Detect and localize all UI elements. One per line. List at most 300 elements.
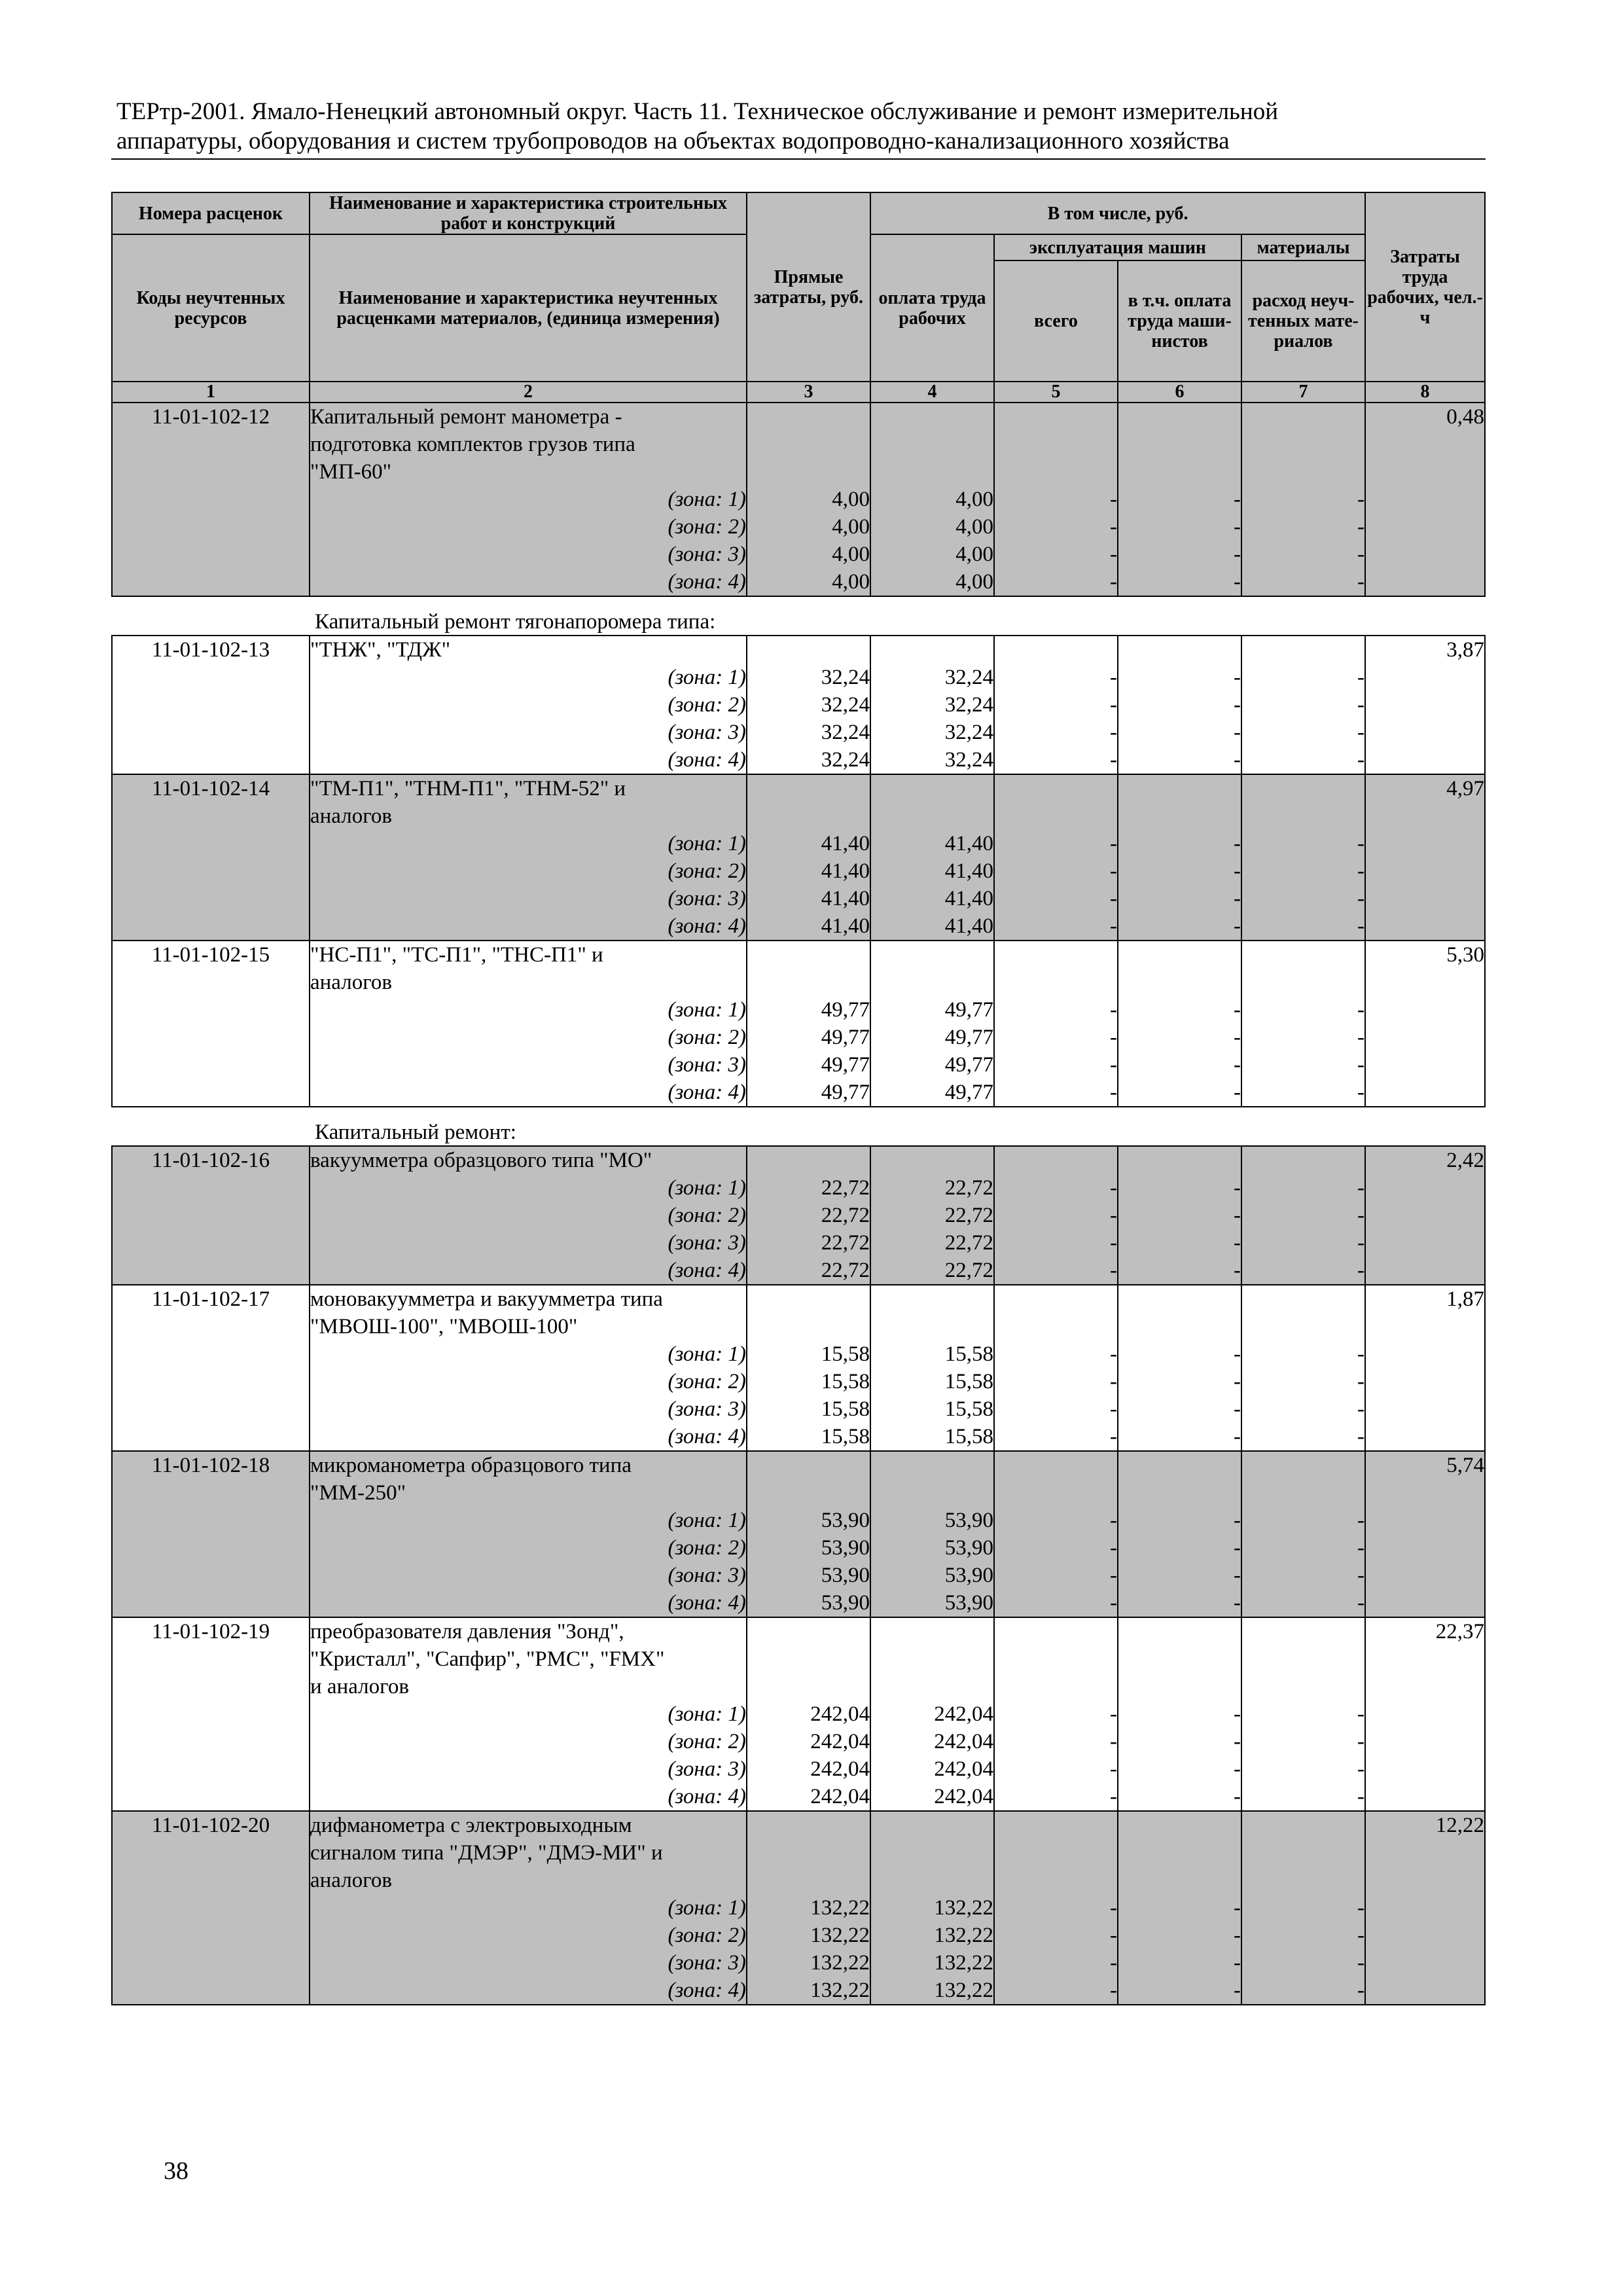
material-usage: - [1241, 1922, 1365, 1949]
rate-code: 11-01-102-18 [112, 1451, 310, 1479]
worker-pay: 132,22 [870, 1977, 994, 2005]
empty-cell [994, 969, 1118, 996]
rate-name-line: "ММ-250" [310, 1479, 747, 1507]
empty-cell [112, 568, 310, 596]
empty-cell [994, 774, 1118, 802]
worker-pay: 22,72 [870, 1229, 994, 1257]
empty-cell [1118, 1146, 1241, 1174]
rate-name-line: аналогов [310, 969, 747, 996]
direct-cost: 132,22 [747, 1922, 870, 1949]
material-usage: - [1241, 1894, 1365, 1922]
table-row [112, 1673, 1485, 1700]
rate-name-line: аналогов [310, 802, 747, 830]
rate-name-line: "Кристалл", "Сапфир", "РМС", "FMX" [310, 1645, 747, 1673]
section-title-row [112, 596, 1485, 636]
zone-label: (зона: 2) [310, 1368, 747, 1395]
direct-cost: 15,58 [747, 1423, 870, 1451]
rate-code: 11-01-102-19 [112, 1617, 310, 1645]
empty-cell [112, 664, 310, 691]
machines-total: - [994, 568, 1118, 596]
empty-cell [112, 1202, 310, 1229]
material-usage: - [1241, 1534, 1365, 1562]
empty-cell [870, 1617, 994, 1645]
empty-cell [112, 1368, 310, 1395]
machinist-pay: - [1118, 1395, 1241, 1423]
machines-total: - [994, 830, 1118, 857]
machines-total: - [994, 486, 1118, 513]
empty-cell [112, 1783, 310, 1811]
empty-cell [1365, 1257, 1485, 1285]
empty-cell [112, 1340, 310, 1368]
empty-cell [994, 403, 1118, 431]
empty-cell [1241, 1146, 1365, 1174]
table-row [112, 1867, 1485, 1894]
empty-cell [870, 1811, 994, 1839]
empty-cell [1241, 1673, 1365, 1700]
material-usage: - [1241, 1423, 1365, 1451]
header-rate-numbers: Номера расценок [112, 192, 310, 234]
empty-cell [112, 1755, 310, 1783]
direct-cost: 15,58 [747, 1340, 870, 1368]
empty-cell [1365, 1368, 1485, 1395]
zone-label: (зона: 4) [310, 1257, 747, 1285]
material-usage: - [1241, 1340, 1365, 1368]
empty-cell [994, 1617, 1118, 1645]
empty-cell [112, 719, 310, 746]
table-row [112, 1146, 1485, 1174]
empty-cell [994, 1451, 1118, 1479]
empty-cell [1241, 969, 1365, 996]
worker-pay: 41,40 [870, 830, 994, 857]
empty-cell [1118, 1867, 1241, 1894]
empty-cell [112, 513, 310, 541]
empty-cell [1241, 1839, 1365, 1867]
machinist-pay: - [1118, 541, 1241, 568]
empty-cell [1365, 1340, 1485, 1368]
machines-total: - [994, 1783, 1118, 1811]
zone-label: (зона: 1) [310, 1700, 747, 1728]
column-number: 8 [1365, 382, 1485, 403]
empty-cell [1118, 1617, 1241, 1645]
worker-pay: 32,24 [870, 691, 994, 719]
zone-label: (зона: 1) [310, 1340, 747, 1368]
direct-cost: 15,58 [747, 1395, 870, 1423]
table-body [112, 403, 1485, 2005]
empty-cell [1241, 636, 1365, 664]
empty-cell [994, 1839, 1118, 1867]
empty-cell [1241, 1867, 1365, 1894]
empty-cell [1118, 1479, 1241, 1507]
machinist-pay: - [1118, 513, 1241, 541]
column-number: 7 [1241, 382, 1365, 403]
empty-cell [112, 1894, 310, 1922]
zone-label: (зона: 4) [310, 912, 747, 941]
rate-code: 11-01-102-15 [112, 941, 310, 969]
rate-name-line: "ТМ-П1", "ТНМ-П1", "ТНМ-52" и [310, 774, 747, 802]
table-row [112, 1700, 1485, 1728]
empty-cell [112, 541, 310, 568]
empty-cell [1365, 1562, 1485, 1589]
empty-cell [1241, 1479, 1365, 1507]
header-machinist-pay: в т.ч. оплата труда маши- нистов [1118, 260, 1241, 382]
material-usage: - [1241, 885, 1365, 912]
empty-cell [870, 1867, 994, 1894]
labor-cost: 1,87 [1365, 1285, 1485, 1313]
direct-cost: 22,72 [747, 1202, 870, 1229]
empty-cell [112, 486, 310, 513]
rate-name-line: моновакуумметра и вакуумметра типа [310, 1285, 747, 1313]
table-row [112, 830, 1485, 857]
machines-total: - [994, 1395, 1118, 1423]
zone-label: (зона: 3) [310, 541, 747, 568]
empty-cell [994, 1811, 1118, 1839]
empty-cell [1365, 1507, 1485, 1534]
material-usage: - [1241, 541, 1365, 568]
empty-cell [112, 1079, 310, 1107]
empty-cell [1365, 1313, 1485, 1340]
empty-cell [112, 1645, 310, 1673]
material-usage: - [1241, 1051, 1365, 1079]
empty-cell [1118, 458, 1241, 486]
worker-pay: 53,90 [870, 1507, 994, 1534]
machinist-pay: - [1118, 719, 1241, 746]
header-labor-costs: Затраты труда рабочих, чел.-ч [1365, 192, 1485, 382]
table-row [112, 1839, 1485, 1867]
labor-cost: 5,30 [1365, 941, 1485, 969]
machinist-pay: - [1118, 1949, 1241, 1977]
table-row [112, 1589, 1485, 1617]
direct-cost: 53,90 [747, 1589, 870, 1617]
rate-name-line: "МП-60" [310, 458, 747, 486]
empty-cell [870, 403, 994, 431]
empty-cell [1118, 403, 1241, 431]
worker-pay: 49,77 [870, 1024, 994, 1051]
material-usage: - [1241, 1949, 1365, 1977]
worker-pay: 32,24 [870, 664, 994, 691]
rate-code: 11-01-102-16 [112, 1146, 310, 1174]
header-machines-total: всего [994, 260, 1118, 382]
material-usage: - [1241, 486, 1365, 513]
zone-label: (зона: 1) [310, 1507, 747, 1534]
direct-cost: 4,00 [747, 541, 870, 568]
direct-cost: 242,04 [747, 1700, 870, 1728]
worker-pay: 242,04 [870, 1700, 994, 1728]
table-row [112, 1257, 1485, 1285]
machines-total: - [994, 1257, 1118, 1285]
empty-cell [747, 969, 870, 996]
machines-total: - [994, 1562, 1118, 1589]
zone-label: (зона: 4) [310, 1423, 747, 1451]
empty-cell [994, 1146, 1118, 1174]
empty-cell [747, 431, 870, 458]
machinist-pay: - [1118, 885, 1241, 912]
rates-table [111, 192, 1486, 2005]
empty-cell [1365, 1755, 1485, 1783]
material-usage: - [1241, 746, 1365, 774]
table-row [112, 691, 1485, 719]
zone-label: (зона: 2) [310, 1202, 747, 1229]
table-row [112, 1811, 1485, 1839]
direct-cost: 242,04 [747, 1755, 870, 1783]
empty-cell [994, 1673, 1118, 1700]
machinist-pay: - [1118, 568, 1241, 596]
machines-total: - [994, 1755, 1118, 1783]
document-header [116, 97, 1484, 156]
table-row [112, 1894, 1485, 1922]
table-row [112, 458, 1485, 486]
empty-cell [870, 969, 994, 996]
empty-cell [1365, 513, 1485, 541]
empty-cell [112, 1174, 310, 1202]
table-row [112, 912, 1485, 941]
machinist-pay: - [1118, 1257, 1241, 1285]
worker-pay: 4,00 [870, 513, 994, 541]
table-row [112, 1783, 1485, 1811]
empty-cell [1241, 1451, 1365, 1479]
machines-total: - [994, 1728, 1118, 1755]
direct-cost: 53,90 [747, 1534, 870, 1562]
empty-cell [747, 802, 870, 830]
worker-pay: 4,00 [870, 568, 994, 596]
machines-total: - [994, 885, 1118, 912]
zone-label: (зона: 4) [310, 1079, 747, 1107]
header-materials: материалы [1241, 234, 1365, 260]
material-usage: - [1241, 1562, 1365, 1589]
table-row [112, 774, 1485, 802]
zone-label: (зона: 3) [310, 1229, 747, 1257]
table-row [112, 1977, 1485, 2005]
direct-cost: 22,72 [747, 1229, 870, 1257]
rate-name-line: аналогов [310, 1867, 747, 1894]
rate-code: 11-01-102-17 [112, 1285, 310, 1313]
zone-label: (зона: 2) [310, 857, 747, 885]
empty-cell [994, 941, 1118, 969]
machines-total: - [994, 1507, 1118, 1534]
machinist-pay: - [1118, 830, 1241, 857]
empty-cell [1365, 969, 1485, 996]
empty-cell [1365, 1395, 1485, 1423]
empty-cell [994, 1867, 1118, 1894]
direct-cost: 242,04 [747, 1783, 870, 1811]
machines-total: - [994, 664, 1118, 691]
empty-cell [1365, 1977, 1485, 2005]
empty-cell [112, 1534, 310, 1562]
zone-label: (зона: 1) [310, 486, 747, 513]
machines-total: - [994, 1700, 1118, 1728]
empty-cell [747, 636, 870, 664]
machines-total: - [994, 1024, 1118, 1051]
section-title: Капитальный ремонт тягонапоромера типа: [310, 596, 1485, 636]
table-row [112, 1755, 1485, 1783]
zone-label: (зона: 3) [310, 1051, 747, 1079]
material-usage: - [1241, 1977, 1365, 2005]
zone-label: (зона: 2) [310, 1922, 747, 1949]
labor-cost: 5,74 [1365, 1451, 1485, 1479]
material-usage: - [1241, 1783, 1365, 1811]
machines-total: - [994, 1079, 1118, 1107]
zone-label: (зона: 3) [310, 1395, 747, 1423]
rate-name-line: дифманометра с электровыходным [310, 1811, 747, 1839]
empty-cell [112, 1562, 310, 1589]
empty-cell [870, 458, 994, 486]
machinist-pay: - [1118, 1051, 1241, 1079]
direct-cost: 242,04 [747, 1728, 870, 1755]
machines-total: - [994, 1423, 1118, 1451]
empty-cell [994, 458, 1118, 486]
material-usage: - [1241, 1507, 1365, 1534]
table-row [112, 1368, 1485, 1395]
header-work-name: Наименование и характеристика строительных работ и конструкций [310, 192, 747, 234]
direct-cost: 49,77 [747, 1051, 870, 1079]
empty-cell [112, 1839, 310, 1867]
empty-cell [1241, 1645, 1365, 1673]
direct-cost: 32,24 [747, 664, 870, 691]
empty-cell [112, 691, 310, 719]
table-row [112, 1949, 1485, 1977]
labor-cost: 3,87 [1365, 636, 1485, 664]
empty-cell [112, 1423, 310, 1451]
empty-cell [747, 774, 870, 802]
machinist-pay: - [1118, 1079, 1241, 1107]
zone-label: (зона: 4) [310, 1783, 747, 1811]
table-row [112, 431, 1485, 458]
zone-label: (зона: 2) [310, 1024, 747, 1051]
empty-cell [870, 802, 994, 830]
empty-cell [1241, 1285, 1365, 1313]
worker-pay: 132,22 [870, 1922, 994, 1949]
table-row [112, 1229, 1485, 1257]
empty-cell [870, 431, 994, 458]
empty-cell [1241, 1617, 1365, 1645]
table-row [112, 1507, 1485, 1534]
empty-cell [1365, 1589, 1485, 1617]
empty-cell [112, 1867, 310, 1894]
machines-total: - [994, 1534, 1118, 1562]
worker-pay: 4,00 [870, 541, 994, 568]
empty-cell [870, 1839, 994, 1867]
worker-pay: 41,40 [870, 857, 994, 885]
material-usage: - [1241, 830, 1365, 857]
empty-cell [1365, 1645, 1485, 1673]
empty-cell [1365, 1783, 1485, 1811]
empty-cell [747, 1451, 870, 1479]
worker-pay: 15,58 [870, 1368, 994, 1395]
empty-cell [1118, 969, 1241, 996]
zone-label: (зона: 2) [310, 1534, 747, 1562]
direct-cost: 4,00 [747, 486, 870, 513]
zone-label: (зона: 2) [310, 691, 747, 719]
machinist-pay: - [1118, 1589, 1241, 1617]
empty-cell [870, 1645, 994, 1673]
machinist-pay: - [1118, 1229, 1241, 1257]
table-row [112, 1395, 1485, 1423]
worker-pay: 49,77 [870, 1079, 994, 1107]
direct-cost: 53,90 [747, 1562, 870, 1589]
worker-pay: 4,00 [870, 486, 994, 513]
zone-label: (зона: 3) [310, 885, 747, 912]
empty-cell [112, 1589, 310, 1617]
machines-total: - [994, 1368, 1118, 1395]
empty-cell [994, 431, 1118, 458]
empty-cell [1365, 568, 1485, 596]
table-row [112, 885, 1485, 912]
material-usage: - [1241, 1728, 1365, 1755]
zone-label: (зона: 3) [310, 719, 747, 746]
empty-cell [1365, 996, 1485, 1024]
material-usage: - [1241, 1229, 1365, 1257]
empty-cell [1241, 802, 1365, 830]
empty-cell [747, 1617, 870, 1645]
page-number: 38 [164, 2157, 188, 2185]
empty-cell [994, 636, 1118, 664]
worker-pay: 41,40 [870, 912, 994, 941]
empty-cell [1365, 1423, 1485, 1451]
machinist-pay: - [1118, 912, 1241, 941]
material-usage: - [1241, 1174, 1365, 1202]
machinist-pay: - [1118, 746, 1241, 774]
header-worker-pay: оплата труда рабочих [870, 234, 994, 382]
empty-cell [1241, 1811, 1365, 1839]
column-number: 5 [994, 382, 1118, 403]
material-usage: - [1241, 664, 1365, 691]
table-row [112, 941, 1485, 969]
section-title-row [112, 1107, 1485, 1146]
section-spacer [112, 596, 310, 636]
table-row [112, 1562, 1485, 1589]
zone-label: (зона: 4) [310, 1589, 747, 1617]
zone-label: (зона: 3) [310, 1755, 747, 1783]
header-machine-operation: эксплуатация машин [994, 234, 1241, 260]
empty-cell [1365, 1079, 1485, 1107]
empty-cell [1118, 1451, 1241, 1479]
machines-total: - [994, 1174, 1118, 1202]
empty-cell [1365, 885, 1485, 912]
empty-cell [1365, 1174, 1485, 1202]
rate-name-line: преобразователя давления "Зонд", [310, 1617, 747, 1645]
empty-cell [1365, 431, 1485, 458]
zone-label: (зона: 4) [310, 568, 747, 596]
direct-cost: 22,72 [747, 1174, 870, 1202]
material-usage: - [1241, 1368, 1365, 1395]
empty-cell [112, 746, 310, 774]
empty-cell [1365, 1728, 1485, 1755]
empty-cell [1118, 774, 1241, 802]
material-usage: - [1241, 719, 1365, 746]
direct-cost: 49,77 [747, 1079, 870, 1107]
empty-cell [747, 403, 870, 431]
machines-total: - [994, 996, 1118, 1024]
direct-cost: 41,40 [747, 912, 870, 941]
empty-cell [1241, 403, 1365, 431]
machinist-pay: - [1118, 691, 1241, 719]
empty-cell [994, 1285, 1118, 1313]
empty-cell [112, 802, 310, 830]
empty-cell [1118, 1673, 1241, 1700]
rate-code: 11-01-102-13 [112, 636, 310, 664]
rate-code: 11-01-102-14 [112, 774, 310, 802]
table-row [112, 1202, 1485, 1229]
table-row [112, 1285, 1485, 1313]
empty-cell [1118, 636, 1241, 664]
empty-cell [112, 1313, 310, 1340]
table-row [112, 857, 1485, 885]
empty-cell [747, 1313, 870, 1340]
empty-cell [1241, 458, 1365, 486]
machinist-pay: - [1118, 1534, 1241, 1562]
table-row [112, 568, 1485, 596]
worker-pay: 15,58 [870, 1395, 994, 1423]
machinist-pay: - [1118, 1562, 1241, 1589]
